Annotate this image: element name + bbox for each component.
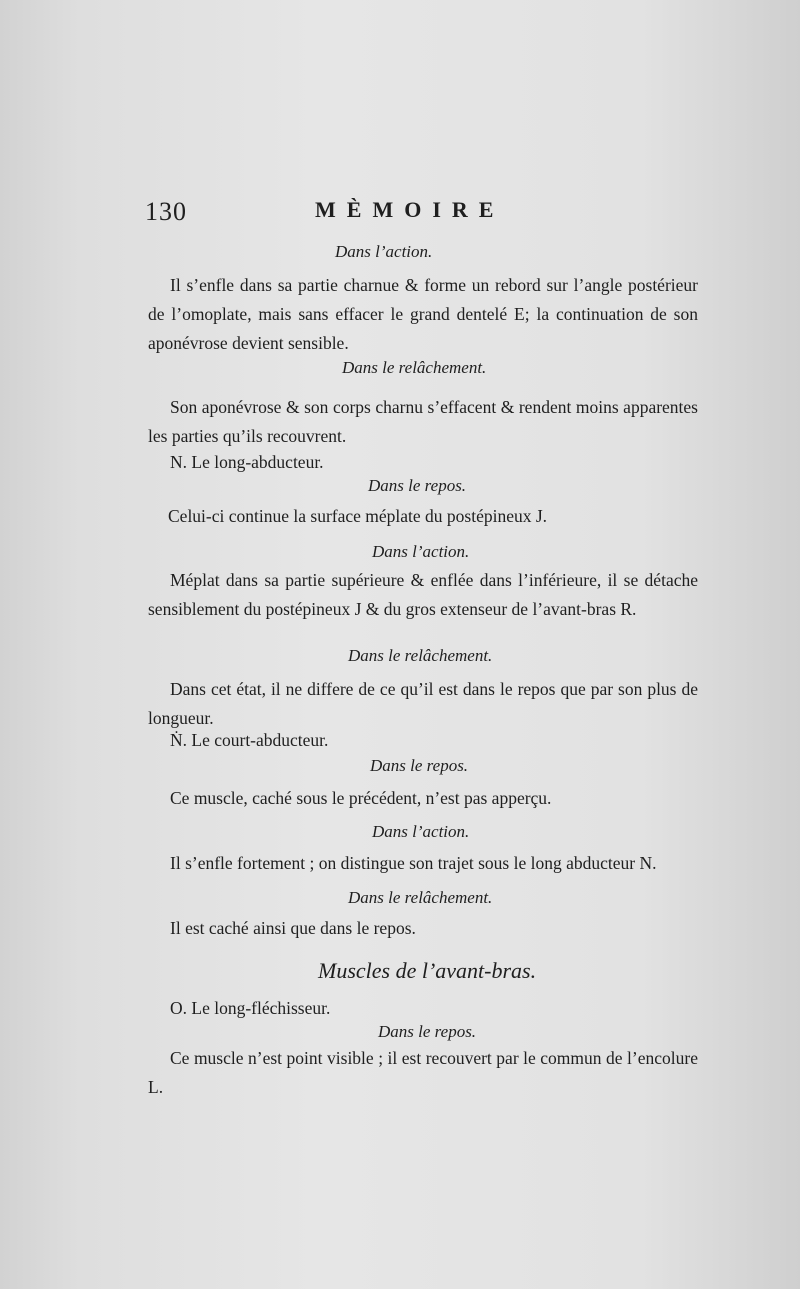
paragraph: Celui-ci continue la surface méplate du postépineux J. [168, 506, 548, 526]
page-header [145, 197, 705, 237]
subheading-rest: Dans le repos. [370, 756, 469, 775]
muscle-label: O. Le long-fléchisseur. [170, 998, 331, 1018]
paragraph: Son aponévrose & son corps charnu s’effacent & rendent moins apparentes les parties qu’ils recouvrent. [148, 397, 698, 446]
subheading-action: Dans l’action. [335, 242, 433, 261]
paragraph: Il s’enfle fortement ; on distingue son trajet sous le long abducteur N. [170, 853, 657, 873]
muscle-label: N. Le long-abducteur. [170, 452, 324, 472]
subheading-relaxation: Dans le relâchement. [342, 358, 487, 377]
page-number: 130 [145, 197, 187, 226]
paragraph: Ce muscle, caché sous le précédent, n’est pas apperçu. [170, 788, 552, 808]
section-title: Muscles de l’avant-bras. [318, 958, 537, 983]
paragraph: Il s’enfle dans sa partie charnue & forme un rebord sur l’angle postérieur de l’omoplate, mais sans effacer le grand dentelé E; la continuation de son aponévrose devient sensible. [148, 275, 698, 353]
paragraph: Méplat dans sa partie supérieure & enflée dans l’inférieure, il se détache sensiblement du postépineux J & du gros extenseur de l’avant-bras R. [148, 570, 698, 619]
subheading-action: Dans l’action. [372, 542, 470, 561]
subheading-relaxation: Dans le relâchement. [348, 646, 493, 665]
muscle-label: Ṅ. Le court-abducteur. [170, 730, 329, 750]
subheading-rest: Dans le repos. [378, 1022, 477, 1041]
paragraph: Ce muscle n’est point visible ; il est recouvert par le commun de l’encolure L. [148, 1048, 698, 1097]
paragraph: Il est caché ainsi que dans le repos. [170, 918, 416, 938]
subheading-action: Dans l’action. [372, 822, 470, 841]
running-title: MÈMOIRE [315, 197, 505, 222]
subheading-relaxation: Dans le relâchement. [348, 888, 493, 907]
paragraph: Dans cet état, il ne differe de ce qu’il est dans le repos que par son plus de longueur. [148, 679, 698, 728]
subheading-rest: Dans le repos. [368, 476, 467, 495]
